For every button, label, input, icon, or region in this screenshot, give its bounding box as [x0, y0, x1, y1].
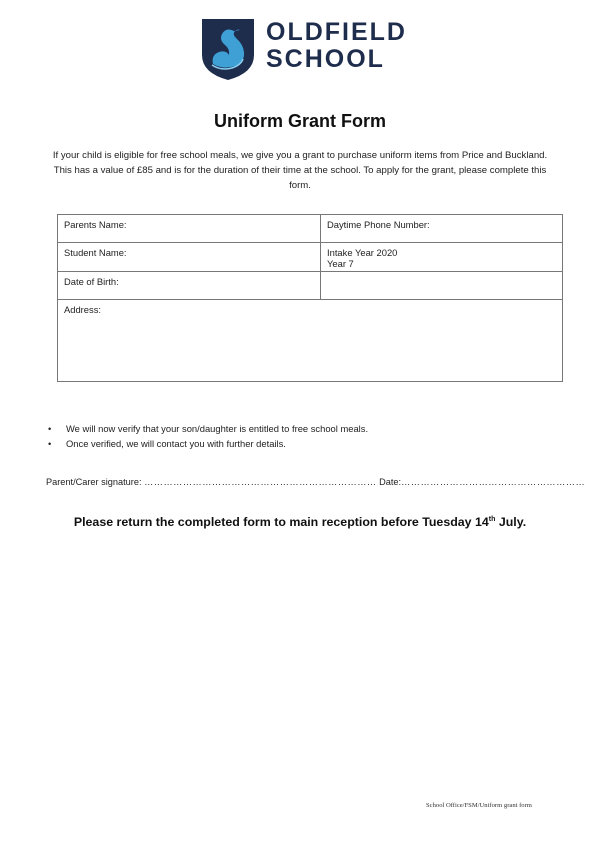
school-name-line-2: SCHOOL [266, 45, 385, 73]
daytime-phone-field[interactable] [321, 215, 563, 243]
empty-cell[interactable] [321, 272, 563, 300]
return-instructions [0, 515, 600, 529]
signature-field[interactable]: ……………………………………………………………… [144, 477, 377, 487]
daytime-phone-label: Daytime Phone Number: [327, 219, 430, 230]
table-row [58, 272, 563, 300]
address-label: Address: [64, 304, 101, 315]
parents-name-field[interactable] [58, 215, 321, 243]
table-row [58, 215, 563, 243]
date-of-birth-field[interactable] [58, 272, 321, 300]
info-bullets [48, 421, 568, 451]
intake-year-field[interactable] [321, 243, 563, 272]
intro-paragraph: If your child is eligible for free school meals, we give you a grant to purchase uniform items from Price and Buckland. This has a value of £85 and is for the duration of their time at the school. To apply for the grant, please complete this form. [52, 150, 548, 191]
student-name-label: Student Name: [64, 247, 127, 258]
return-note-text: Please return the completed form to main reception before Tuesday 14 [73, 515, 489, 529]
date-label: Date: [379, 477, 402, 487]
swan-crest-icon [200, 17, 256, 81]
list-item: • We will now verify that your son/daughter is entitled to free school meals. [48, 421, 568, 436]
signature-label: Parent/Carer signature: [46, 477, 145, 487]
school-logo [200, 17, 430, 81]
table-row [58, 243, 563, 272]
details-table [57, 214, 563, 382]
return-note-end: July. [495, 515, 527, 529]
date-field[interactable]: ………………………………………………… [401, 477, 586, 487]
return-note-ordinal: th [488, 515, 496, 523]
date-of-birth-label: Date of Birth: [64, 276, 119, 287]
school-name-line-1: OLDFIELD [266, 18, 407, 46]
form-title: Uniform Grant Form [213, 111, 386, 131]
year-group-label: Year 7 [327, 258, 354, 269]
address-field[interactable] [58, 300, 563, 382]
table-row [58, 300, 563, 382]
student-name-field[interactable] [58, 243, 321, 272]
intake-year-label: Intake Year 2020 [327, 247, 398, 258]
signature-line [46, 477, 585, 487]
list-item: • Once verified, we will contact you with further details. [48, 436, 568, 451]
parents-name-label: Parents Name: [64, 219, 127, 230]
school-name [266, 19, 407, 73]
footer-reference: School Office/FSM/Uniform grant form [426, 802, 532, 809]
